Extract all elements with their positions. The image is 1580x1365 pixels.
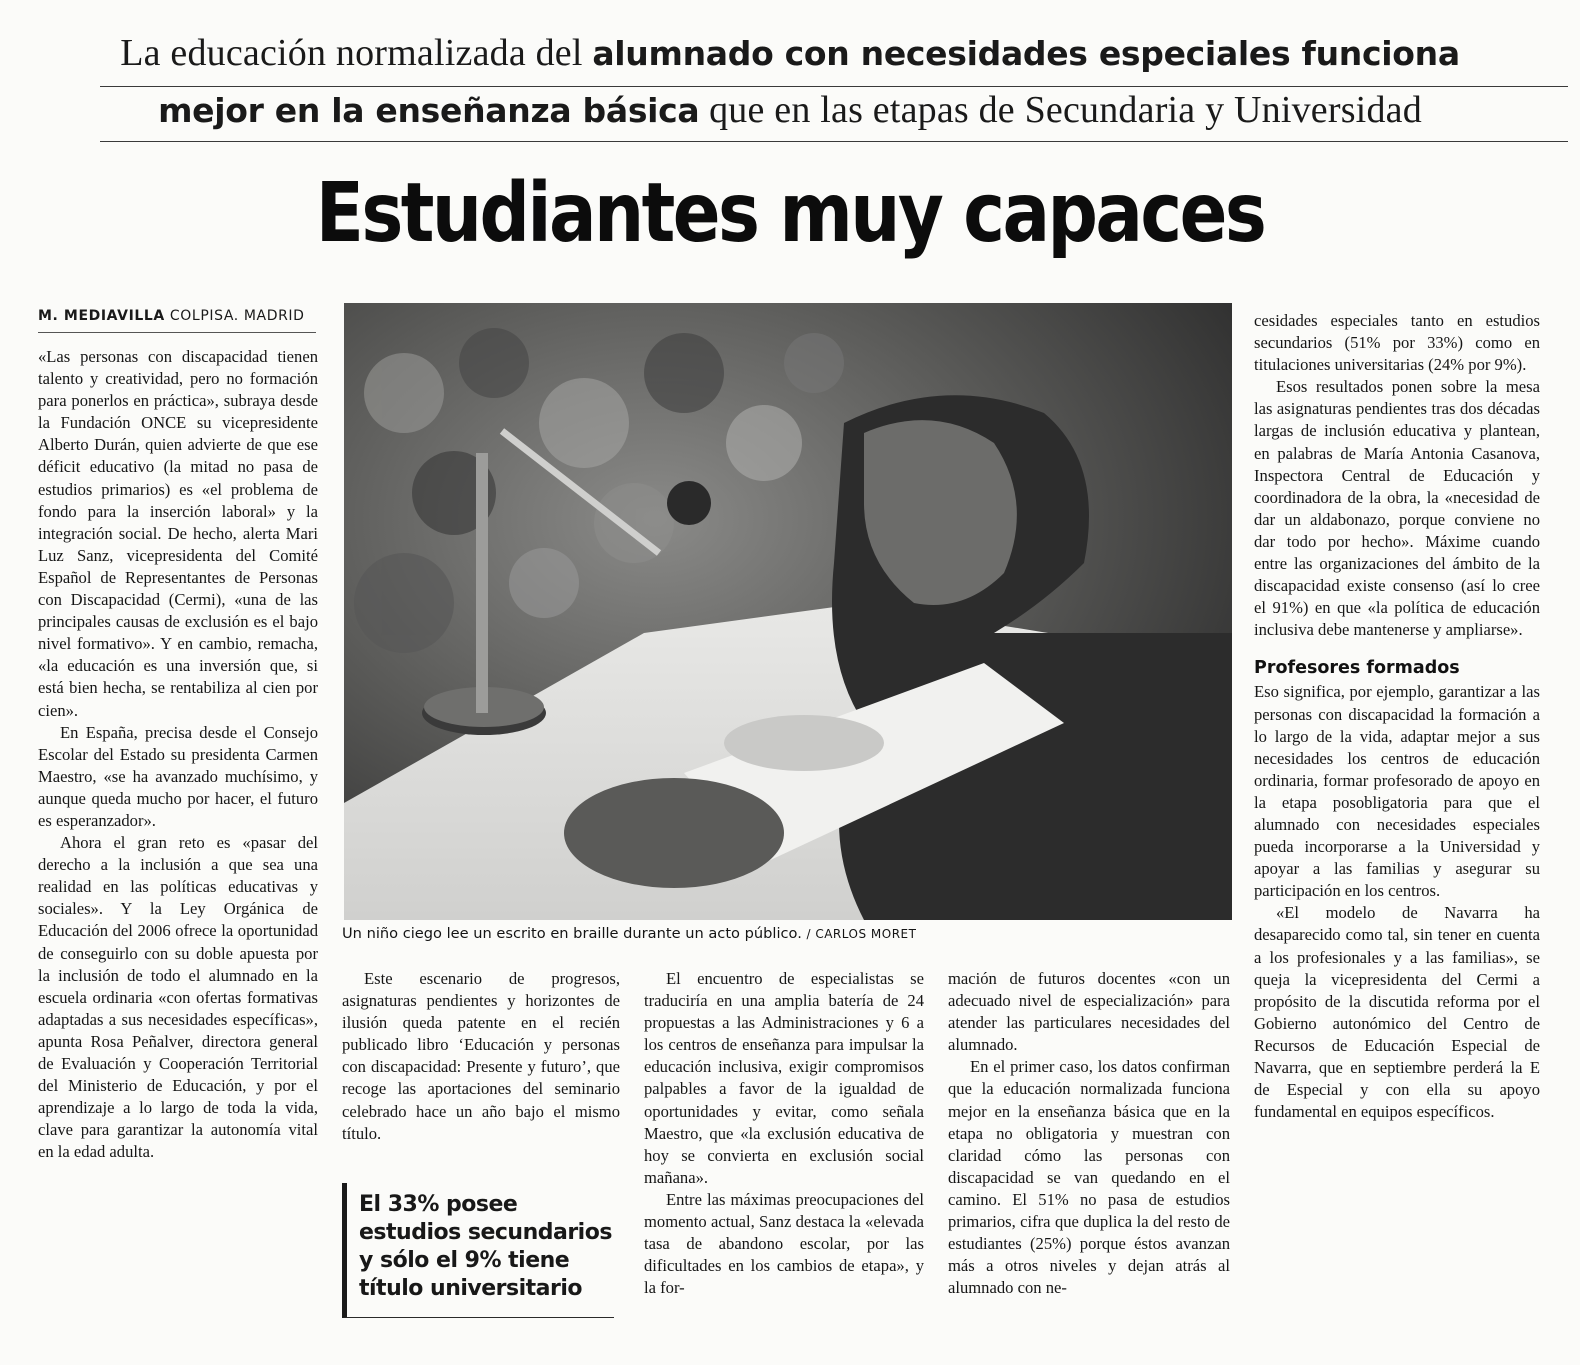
paragraph: Ahora el gran reto es «pasar del derecho a la inclusión a que sea una realidad en las políticas educativas y sociales». Y la Ley Orgánica de Educación del 2006 ofrece la oportunidad de conseguirlo con su doble apuesta por la inclusión de todo el alumnado en la escuela ordinaria «con ofertas formativas adaptadas a sus necesidades específicas», apunta Rosa Peñalver, directora general de Evaluación y Cooperación Territorial del Ministerio de Educación, y por el aprendizaje a lo largo de toda la vida, clave para garantizar la autonomía vital en la edad adulta. — [38, 833, 318, 1162]
photo-caption — [342, 923, 1242, 945]
kicker-line-2-regular: que en las etapas de Secundaria y Universidad — [709, 89, 1422, 131]
paragraph: «Las personas con discapacidad tienen talento y creatividad, pero no formación para ponerlos en práctica», subraya desde la Fundación ONCE su vicepresidente Alberto Durán, quien advierte de que ese déficit educativo (la mitad no pasa de estudios primarios) es «el problema de fondo para la inserción laboral» y la integración social. De hecho, alerta Mari Luz Sanz, vicepresidenta del Comité Español de Representantes de Personas con Discapacidad (Cermi), «una de las principales causas de exclusión es el bajo nivel formativo». Y en cambio, remacha, «la educación es una inversión que, si está bien hecha, se rentabiliza al cien por cien». — [38, 347, 318, 720]
pull-quote-text: El 33% posee estudios secundarios y sólo el 9% tiene título universitario — [359, 1192, 612, 1301]
article-column-5 — [1254, 310, 1540, 1123]
paragraph: En España, precisa desde el Consejo Escolar del Estado su presidenta Carmen Maestro, «se ha avanzado muchísimo, y aunque queda mucho por hacer, el futuro es esperanzador». — [38, 722, 318, 830]
kicker-rule-2 — [100, 141, 1568, 142]
article-column-4 — [948, 968, 1230, 1299]
headline: Estudiantes muy capaces — [315, 166, 1265, 261]
byline-author: M. MEDIAVILLA — [38, 308, 165, 324]
kicker-line-1-regular: La educación normalizada del — [120, 32, 583, 74]
paragraph: «El modelo de Navarra ha desaparecido como tal, sin tener en cuenta a los profesionales y a las familias», se queja la vicepresidenta del Cermi a propósito de la discutida reforma por el Gobierno autonómico del Centro de Recursos de Educación Especial de Navarra, que en septiembre perderá la E de Especial y con ella su apoyo fundamental en equipos específicos. — [1254, 903, 1540, 1122]
photo-credit: / CARLOS MORET — [806, 927, 917, 941]
byline-agency: COLPISA. MADRID — [169, 308, 305, 324]
paragraph: El encuentro de especialistas se traduciría en una amplia batería de 24 propuestas a las Administraciones y 6 a los centros de enseñanza para impulsar la educación inclusiva, exigir compromisos palpables a favor de la igualdad de oportunidades y evitar, como señala Maestro, que «la exclusión educativa de hoy se convierta en exclusión social mañana». — [644, 969, 924, 1187]
byline-rule — [38, 332, 316, 333]
photo-blind-boy-reading-braille — [344, 303, 1232, 920]
paragraph: Esos resultados ponen sobre la mesa las asignaturas pendientes tras dos décadas largas de inclusión educativa y plantean, en palabras de María Antonia Casanova, Inspectora Central de Educación y coordinadora de la obra, la «necesidad de dar un aldabonazo, porque conviene no dar todo por hecho». Máxime cuando entre las organizaciones del ámbito de la discapacidad existe consenso (así lo cree el 91%) en que «la política de educación inclusiva debe mantenerse y ampliarse». — [1254, 377, 1540, 640]
paragraph: Entre las máximas preocupaciones del momento actual, Sanz destaca la «elevada tasa de abandono escolar, por las dificultades en los cambios de etapa», y la for- — [644, 1189, 924, 1298]
kicker-line-1 — [0, 30, 1580, 77]
article-column-3 — [644, 968, 924, 1299]
paragraph: Eso significa, por ejemplo, garantizar a las personas con discapacidad la formación a lo largo de la vida, adaptar mejor a sus necesidades los centros de educación ordinaria, formar profesorado de apoyo en la etapa posobligatoria para que el alumnado con necesidades especiales pueda incorporarse a la Universidad y apoyar a las familias y asegurar su participación en los centros. — [1254, 682, 1540, 901]
byline — [38, 306, 316, 326]
paragraph: Este escenario de progresos, asignaturas pendientes y horizontes de ilusión queda patente en el recién publicado libro ‘Educación y personas con discapacidad: Presente y futuro’, que recoge las aportaciones del seminario celebrado hace un año bajo el mismo título. — [342, 969, 620, 1143]
kicker-line-2-bold: mejor en la enseñanza básica — [158, 91, 700, 130]
news-photo — [344, 303, 1232, 920]
kicker-line-2 — [0, 87, 1580, 134]
article-column-1 — [38, 346, 318, 1163]
caption-text: Un niño ciego lee un escrito en braille durante un acto público. — [342, 925, 802, 942]
paragraph: En el primer caso, los datos confirman que la educación normalizada funciona mejor en la enseñanza básica que en la etapa no obligatoria y muestran con claridad cómo las personas con discapacidad se van quedando en el camino. El 51% no pasa de estudios primarios, cifra que duplica la del resto de estudiantes (25%) porque éstos avanzan más a otros niveles y dejan atrás al alumnado con ne- — [948, 1057, 1230, 1298]
paragraph: cesidades especiales tanto en estudios secundarios (51% por 33%) como en titulaciones universitarias (24% por 9%). — [1254, 311, 1540, 375]
paragraph: mación de futuros docentes «con un adecuado nivel de especialización» para atender las particulares necesidades del alumnado. — [948, 969, 1230, 1055]
kicker-line-1-bold: alumnado con necesidades especiales funciona — [592, 34, 1460, 73]
article-column-2 — [342, 968, 620, 1145]
pull-quote — [342, 1183, 614, 1318]
subhead: Profesores formados — [1254, 658, 1460, 679]
